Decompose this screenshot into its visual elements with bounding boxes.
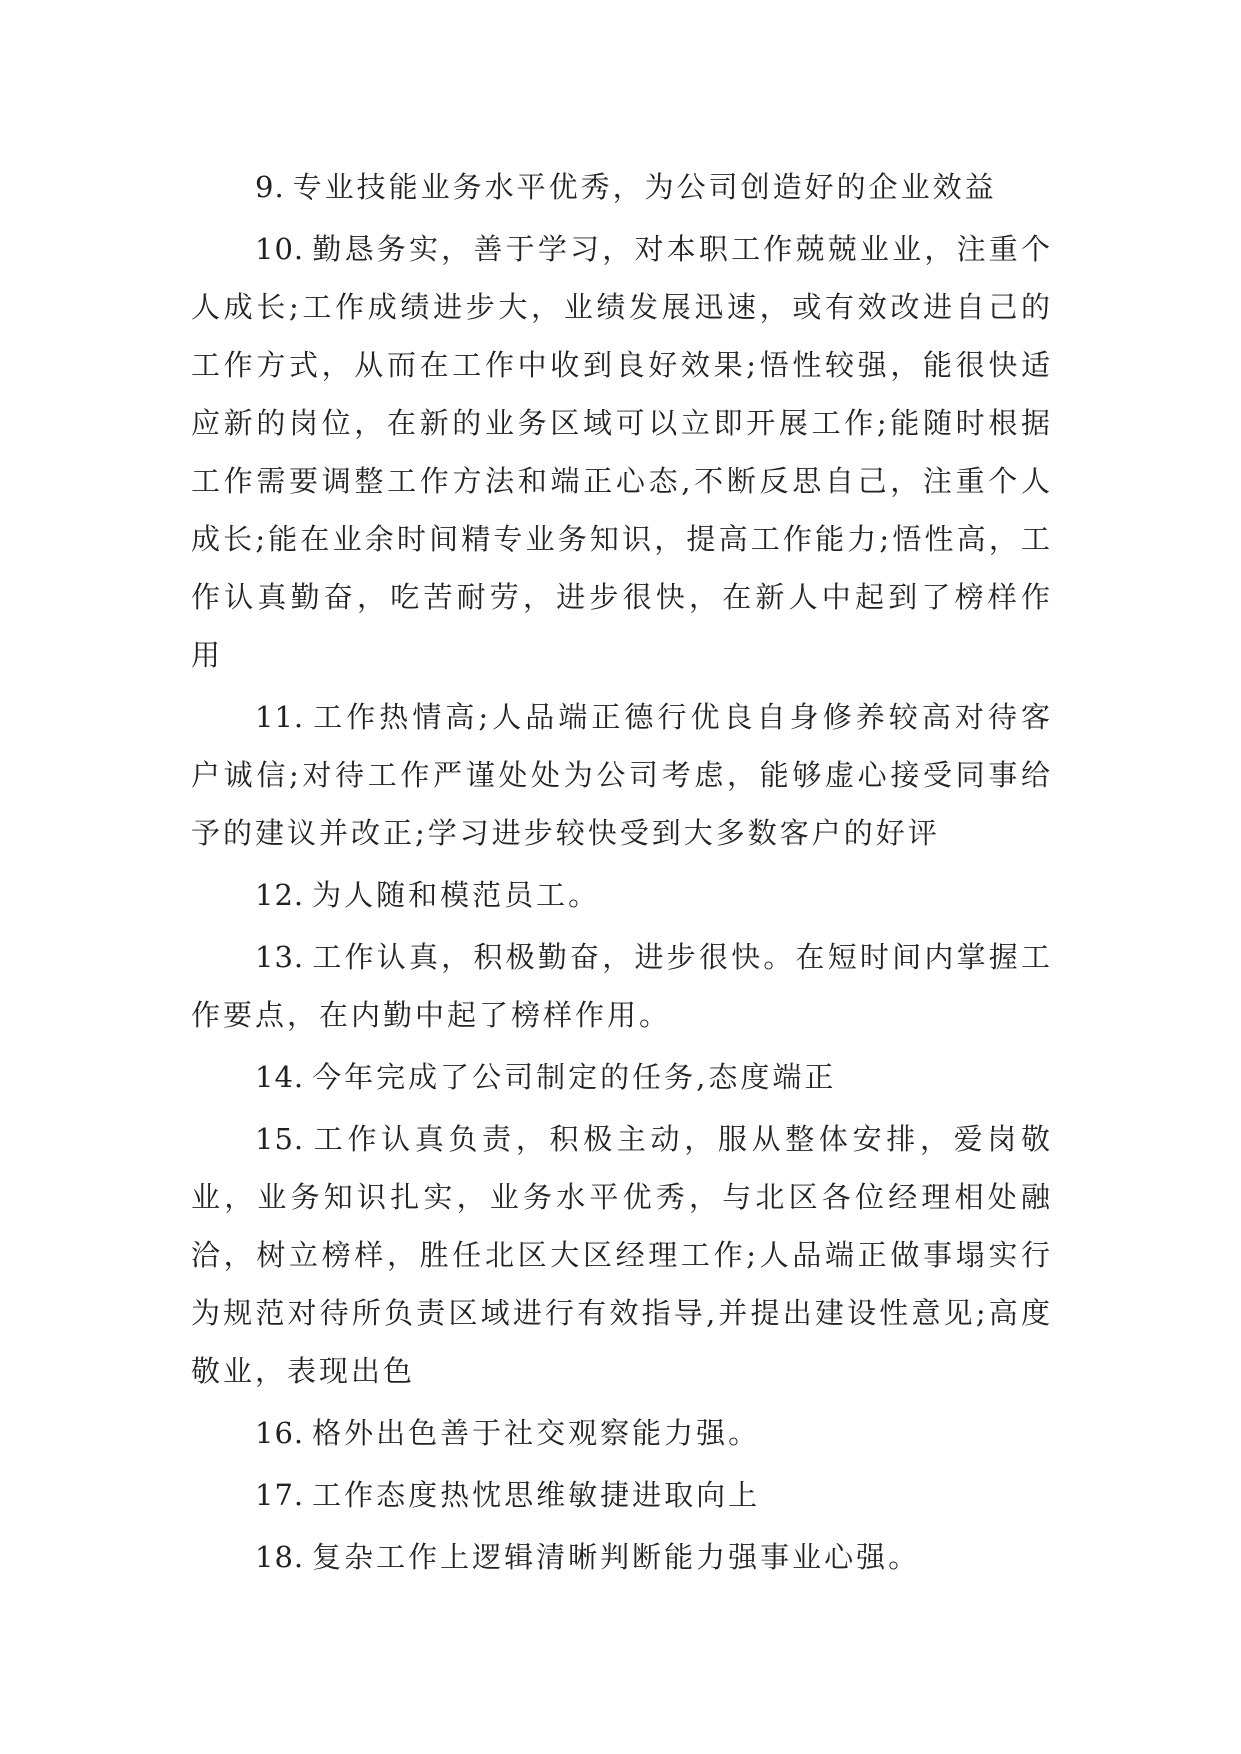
list-item-10 <box>191 220 1053 684</box>
list-item-16 <box>191 1404 1053 1462</box>
item-text: 工作认真，积极勤奋，进步很快。在短时间内掌握工作要点，在内勤中起了榜样作用。 <box>191 940 1053 1032</box>
list-item-11 <box>191 688 1053 862</box>
item-text: 格外出色善于社交观察能力强。 <box>312 1416 761 1450</box>
list-item-9 <box>191 158 1053 216</box>
item-number: 17. <box>255 1478 305 1512</box>
item-number: 12. <box>255 878 305 912</box>
list-item-14 <box>191 1048 1053 1106</box>
item-text: 为人随和模范员工。 <box>312 878 601 912</box>
item-text: 今年完成了公司制定的任务,态度端正 <box>312 1060 837 1094</box>
item-number: 9. <box>255 170 285 204</box>
item-text: 专业技能业务水平优秀，为公司创造好的企业效益 <box>292 170 997 204</box>
item-number: 11. <box>255 700 305 734</box>
list-item-17 <box>191 1466 1053 1524</box>
list-item-15 <box>191 1110 1053 1400</box>
item-text: 工作态度热忱思维敏捷进取向上 <box>312 1478 761 1512</box>
item-number: 13. <box>255 940 305 974</box>
item-number: 18. <box>255 1540 305 1574</box>
item-text: 工作认真负责，积极主动，服从整体安排，爱岗敬业，业务知识扎实，业务水平优秀，与北区各位经理相处融洽，树立榜样，胜任北区大区经理工作;人品端正做事塌实行为规范对待所负责区域进行有效指导,并提出建设性意见;高度敬业，表现出色 <box>191 1122 1053 1388</box>
item-number: 15. <box>255 1122 305 1156</box>
item-number: 16. <box>255 1416 305 1450</box>
list-item-18 <box>191 1528 1053 1586</box>
item-number: 14. <box>255 1060 305 1094</box>
document-body <box>191 158 1053 1590</box>
list-item-12 <box>191 866 1053 924</box>
item-text: 勤恳务实，善于学习，对本职工作兢兢业业，注重个人成长;工作成绩进步大，业绩发展迅速，或有效改进自己的工作方式，从而在工作中收到良好效果;悟性较强，能很快适应新的岗位，在新的业务区域可以立即开展工作;能随时根据工作需要调整工作方法和端正心态,不断反思自己，注重个人成长;能在业余时间精专业务知识，提高工作能力;悟性高，工作认真勤奋，吃苦耐劳，进步很快，在新人中起到了榜样作用 <box>191 232 1053 672</box>
item-text: 复杂工作上逻辑清晰判断能力强事业心强。 <box>312 1540 921 1574</box>
item-text: 工作热情高;人品端正德行优良自身修养较高对待客户诚信;对待工作严谨处处为公司考虑，能够虚心接受同事给予的建议并改正;学习进步较快受到大多数客户的好评 <box>191 700 1053 850</box>
item-number: 10. <box>255 232 305 266</box>
list-item-13 <box>191 928 1053 1044</box>
